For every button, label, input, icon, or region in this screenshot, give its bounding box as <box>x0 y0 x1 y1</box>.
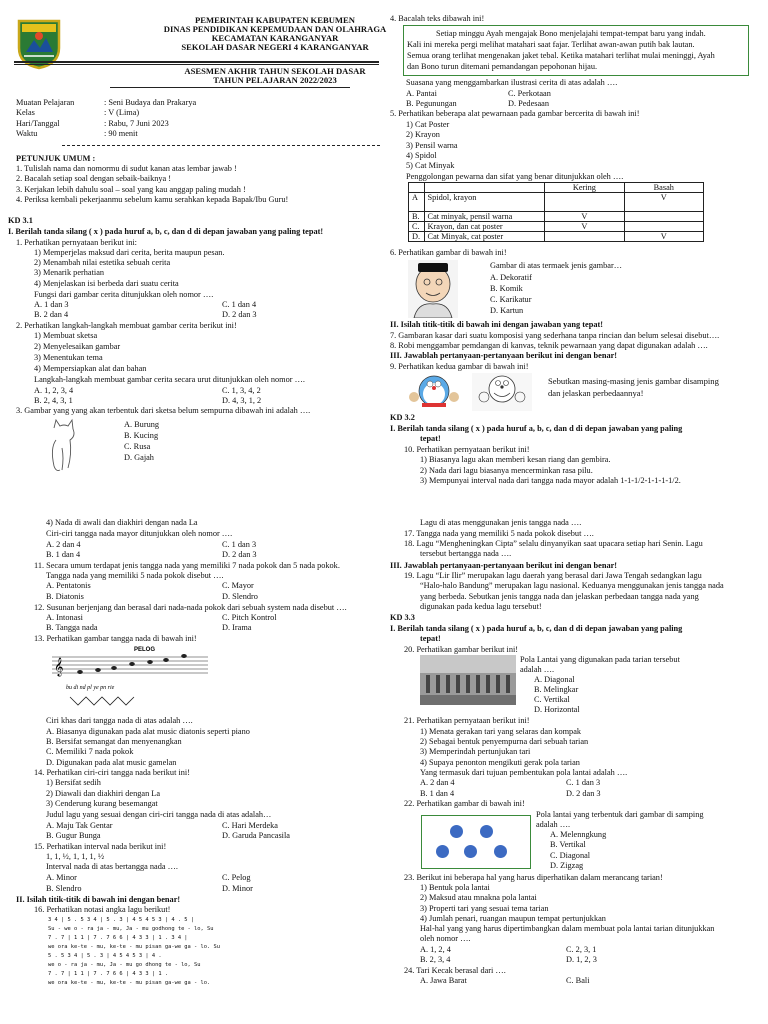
q4-option-d: D. Pedesaan <box>508 99 550 108</box>
q21-item: 2) Sebagai bentuk penyempurna dari sebuah tarian <box>420 737 589 746</box>
q6-option-c: C. Karikatur <box>490 295 532 304</box>
doraemon-image-2 <box>472 373 532 411</box>
section-2-heading-left: II. Isilah titik-titik di bawah ini dengan benar! <box>16 895 181 904</box>
table-cell: V <box>624 232 703 242</box>
exam-year: TAHUN PELAJARAN 2022/2023 <box>213 75 337 85</box>
q19: yang berbeda. Sebutkan jenis tangga nada dan jelaskan perbedaan tangga nada yang <box>420 592 699 601</box>
notation-line: 7 . 7 | 1 1 | 7 . 7 6 6 | 4 3 3 | 1 . 3 4 | <box>48 935 188 941</box>
table-row <box>409 193 704 212</box>
q12-option-c: C. Pitch Kontrol <box>222 613 277 622</box>
q11-option-b: B. Diatonis <box>46 592 84 601</box>
dancer-dot <box>494 845 507 858</box>
q10-item: 2) Nada dari lagu biasanya mencerminkan rasa pilu. <box>420 466 593 475</box>
q18: tersebut bertangga nada …. <box>420 549 512 558</box>
q17: 17. Tangga nada yang memiliki 5 nada pokok disebut …. <box>404 529 594 538</box>
q22-question: adalah …. <box>536 820 571 829</box>
table-cell <box>545 193 624 212</box>
section-1-instruction: I. Berilah tanda silang ( x ) pada huruf a, b, c, dan d di depan jawaban yang paling tepat! <box>8 227 324 236</box>
q1-option-d: D. 2 dan 3 <box>222 310 257 319</box>
q24: 24. Tari Kecak berasal dari …. <box>404 966 506 975</box>
q23-option-c: C. 2, 3, 1 <box>566 945 597 954</box>
kd-3-2-heading: KD 3.2 <box>390 413 415 422</box>
dancer-dot <box>450 825 463 838</box>
q4-text-line: dan Bono turun ditemani pemandangan pepohonan hijau. <box>407 62 598 71</box>
q11-option-a: A. Pentatonis <box>46 581 91 590</box>
dancer-dot <box>480 825 493 838</box>
table-row <box>409 212 704 222</box>
q1-option-a: A. 1 dan 3 <box>34 300 69 309</box>
table-header-kering: Kering <box>545 183 624 193</box>
q13-question: Ciri khas dari tangga nada di atas adalah …. <box>46 716 193 725</box>
q20-title: 20. Perhatikan gambar berikut ini! <box>404 645 519 654</box>
q20-question: Pola Lantai yang digunakan pada tarian tersebut <box>520 655 680 664</box>
q1-option-c: C. 1 dan 4 <box>222 300 257 309</box>
q13-title: 13. Perhatikan gambar tangga nada di bawah ini! <box>34 634 197 643</box>
q10-title: 10. Perhatikan pernyataan berikut ini! <box>404 445 530 454</box>
q22-option-d: D. Zigzag <box>550 861 584 870</box>
table-cell <box>409 183 425 193</box>
q1-item: 2) Menambah nilai estetika sebuah cerita <box>34 258 171 267</box>
q6-question: Gambar di atas termaek jenis gambar… <box>490 261 623 270</box>
q12-option-d: D. Irama <box>222 623 252 632</box>
q20-option-c: C. Vertikal <box>534 695 570 704</box>
q12-option-b: B. Tangga nada <box>46 623 98 632</box>
dancer-dot <box>464 845 477 858</box>
q10-item: 1) Biasanya lagu akan memberi kesan riang dan gembira. <box>420 455 611 464</box>
song-notation <box>48 916 278 992</box>
section-2-heading-right: II. Isilah titik-titik di bawah ini dengan jawaban yang tepat! <box>390 320 604 329</box>
q21-option-c: C. 1 dan 3 <box>566 778 601 787</box>
table-header-basah: Basah <box>624 183 703 193</box>
table-row <box>409 183 704 193</box>
table-cell <box>624 212 703 222</box>
q4-text-line: Setiap minggu Ayah mengajak Bono menjelajahi tempat-tempat baru yang indah. <box>436 29 706 38</box>
table-cell: C. <box>409 222 425 232</box>
q4-text-box <box>403 25 749 76</box>
q9-question: dan jelaskan perbedaannya! <box>548 388 644 398</box>
table-row <box>409 232 704 242</box>
dancer-dot <box>436 845 449 858</box>
table-cell: V <box>545 222 624 232</box>
section-3b-heading: III. Jawablah pertanyaan-pertanyaan berikut ini dengan benar! <box>390 561 618 570</box>
q15-option-a: A. Minor <box>46 873 77 882</box>
kd-3-2-instruction: tepat! <box>420 434 441 443</box>
q23-question: oleh nomor …. <box>420 934 471 943</box>
q21-option-d: D. 2 dan 3 <box>566 789 601 798</box>
kd-3-3-instruction: I. Berilah tanda silang ( x ) pada huruf a, b, c, dan d di depan jawaban yang paling <box>390 624 683 633</box>
q4-option-a: A. Pantai <box>406 89 437 98</box>
header-rule-thin <box>14 64 379 65</box>
q15-option-c: C. Pelog <box>222 873 251 882</box>
q23-option-a: A. 1, 2, 4 <box>420 945 451 954</box>
q14-option-a: A. Maju Tak Gentar <box>46 821 113 830</box>
exam-title: ASESMEN AKHIR TAHUN SEKOLAH DASAR <box>184 66 366 76</box>
info-label-class: Kelas <box>16 108 35 117</box>
info-label-subject: Muatan Pelajaran <box>16 98 75 107</box>
table-cell <box>424 183 545 193</box>
q6-option-b: B. Komik <box>490 284 523 293</box>
q13-option-b: B. Bersifat semangat dan menyenangkan <box>46 737 182 746</box>
q15-option-b: B. Slendro <box>46 884 82 893</box>
q21-option-b: B. 1 dan 4 <box>420 789 455 798</box>
q15-question: Interval nada di atas bertangga nada …. <box>46 862 179 871</box>
q14-item: 1) Bersifat sedih <box>46 778 101 787</box>
kd-3-2-instruction: I. Berilah tanda silang ( x ) pada huruf a, b, c, dan d di depan jawaban yang paling <box>390 424 683 433</box>
table-cell <box>624 222 703 232</box>
q6-title: 6. Perhatikan gambar di bawah ini! <box>390 248 507 257</box>
q20-option-b: B. Melingkar <box>534 685 579 694</box>
header-rule-thick <box>14 61 379 63</box>
table-cell: A <box>409 193 425 212</box>
info-value-time: : 90 menit <box>104 129 138 138</box>
notation-lyric: we ora ke-te - mu, ke-te - mu pisan ga-we ga - lo. Su <box>48 944 221 950</box>
q7: 7. Gambaran kasar dari suatu komposisi yang sederhana tanpa rincian dan belum selesai disebut…. <box>390 331 720 340</box>
q1-item: 4) Menjelaskan isi berbeda dari suatu cerita <box>34 279 179 288</box>
q12-option-a: A. Intonasi <box>46 613 83 622</box>
caricature-image <box>408 260 458 318</box>
q4-title: 4. Bacalah teks dibawah ini! <box>390 14 485 23</box>
q19: 19. Lagu “Lir Ilir” merupakan lagu daerah yang berasal dari Jawa Tengah sedangkan lagu <box>404 571 702 580</box>
q12-title: 12. Susunan berjenjang dan berasal dari nada-nada pokok dari sebuah system nada disebut …. <box>34 603 347 612</box>
q23-question: Hal-hal yang yang harus dipertimbangkan dalam membuat pola lantai tarian ditunjukkan <box>420 924 715 933</box>
q2-option-b: B. 2, 4, 3, 1 <box>34 396 73 405</box>
q15-option-d: D. Minor <box>222 884 253 893</box>
info-value-date: : Rabu, 7 Juni 2023 <box>104 119 169 128</box>
q24-option-a: A. Jawa Barat <box>420 976 467 985</box>
info-value-class: : V (Lima) <box>104 108 140 117</box>
q20-question: adalah …. <box>520 665 555 674</box>
table-cell: Spidol, krayon <box>424 193 545 212</box>
q5-item: 1) Cat Poster <box>406 120 450 129</box>
q9-title: 9. Perhatikan kedua gambar di bawah ini! <box>390 362 529 371</box>
info-label-date: Hari/Tanggal <box>16 119 60 128</box>
q10-option-a: A. 2 dan 4 <box>46 540 81 549</box>
q23-item: 1) Bentuk pola lantai <box>420 883 490 892</box>
table-cell: B. <box>409 212 425 222</box>
q23-item: 4) Jumlah penari, ruangan maupun tempat pertunjukkan <box>420 914 606 923</box>
q2-question: Langkah-langkah membuat gambar cerita secara urut ditunjukkan oleh nomor …. <box>34 375 305 384</box>
section-3-heading-right: III. Jawablah pertanyaan-pertanyaan berikut ini dengan benar! <box>390 351 618 360</box>
q8: 8. Robi menggambar pemdangan di kanvas, teknik pewarnaan yang dapat digunakan adalah …. <box>390 341 708 350</box>
svg-text:bu di nd pl ye pn rie: bu di nd pl ye pn rie <box>66 685 115 691</box>
table-cell: V <box>624 193 703 212</box>
q21-option-a: A. 2 dan 4 <box>420 778 455 787</box>
table-cell: Cat Minyak, cat poster <box>424 232 545 242</box>
q13-option-c: C. Memiliki 7 nada pokok <box>46 747 134 756</box>
q5-item: 4) Spidol <box>406 151 437 160</box>
q21-title: 21. Perhatikan pernyataan berikut ini! <box>404 716 530 725</box>
q10-option-c: C. 1 dan 3 <box>222 540 257 549</box>
notation-line: 3 4 | 5 . 5 3 4 | 5 . 3 | 4 5 4 5 3 | 4 . 5 | <box>48 917 195 923</box>
q22-question: Pola lantai yang terbentuk dari gambar di samping <box>536 810 704 819</box>
q23-item: 3) Properti tari yang sesuai tema tarian <box>420 904 549 913</box>
q5-table <box>408 182 704 242</box>
q10-option-d: D. 2 dan 3 <box>222 550 257 559</box>
q4-option-c: C. Perkotaan <box>508 89 551 98</box>
q11-option-c: C. Mayor <box>222 581 254 590</box>
q20-option-d: D. Horizontal <box>534 705 580 714</box>
kd-3-3-heading: KD 3.3 <box>390 613 415 622</box>
notation-lyric: Su - we o - ra ja - mu, Ja - mu godhong te - lo, Su <box>48 926 214 932</box>
info-dashed-rule <box>62 145 380 146</box>
table-cell: V <box>545 212 624 222</box>
kd-3-1-heading: KD 3.1 <box>8 216 33 225</box>
q2-option-d: D. 4, 3, 1, 2 <box>222 396 262 405</box>
instructions-title: PETUNJUK UMUM : <box>16 154 96 163</box>
q22-title: 22. Perhatikan gambar di bawah ini! <box>404 799 525 808</box>
q1-item: 1) Memperjelas maksud dari cerita, berita maupun pesan. <box>34 248 225 257</box>
q11-option-d: D. Slendro <box>222 592 258 601</box>
notation-lyric: we o - ra ja - mu, Ja - mu go dhong te - lo, Su <box>48 962 201 968</box>
q2-item: 4) Mempersiapkan alat dan bahan <box>34 364 147 373</box>
q5-item: 5) Cat Minyak <box>406 161 455 170</box>
q2-option-a: A. 1, 2, 3, 4 <box>34 386 74 395</box>
floor-pattern-box <box>421 815 531 869</box>
q23-title: 23. Berikut ini beberapa hal yang harus diperhatikan dalam merancang tarian! <box>404 873 663 882</box>
q11-title: 11. Secara umum terdapat jenis tangga nada yang memiliki 7 nada pokok dan 5 nada pokok. <box>34 561 340 570</box>
q21-item: 4) Supaya penonton mengikuti gerak pola tarian <box>420 758 580 767</box>
instruction-item: 3. Kerjakan lebih dahulu soal – soal yang kau anggap paling mudah ! <box>16 185 246 194</box>
q14-title: 14. Perhatikan ciri-ciri tangga nada berikut ini! <box>34 768 190 777</box>
q22-option-a: A. Melenngkung <box>550 830 607 839</box>
kd-3-3-instruction: tepat! <box>420 634 441 643</box>
notation-lyric: we ora ke-te - mu, ke-te - mu pisan ga-we ga - lo. <box>48 980 211 986</box>
q1-item: 3) Menarik perhatian <box>34 268 105 277</box>
q10-option-b: B. 1 dan 4 <box>46 550 81 559</box>
q5-item: 3) Pensil warna <box>406 141 458 150</box>
q19: “Halo-halo Bandung” merupakan lagu nasional. Keduanya menggunakan jenis tangga nada <box>420 581 724 590</box>
table-cell: Krayon, dan cat poster <box>424 222 545 232</box>
q6-option-d: D. Kartun <box>490 306 524 315</box>
q19: digunakan pada kedua lagu tersebut! <box>420 602 542 611</box>
pelog-scale-image <box>50 643 210 711</box>
q14-item: 2) Diawali dan diakhiri dengan La <box>46 789 161 798</box>
q14-item: 3) Cenderung kurang besemangat <box>46 799 158 808</box>
q22-option-c: C. Diagonal <box>550 851 591 860</box>
cat-sketch-image <box>46 418 80 474</box>
q5-question: Penggolongan pewarna dan sifat yang benar ditunjukkan oleh …. <box>406 172 624 181</box>
q21-item: 3) Memperindah pertunjukan tari <box>420 747 531 756</box>
info-value-subject: : Seni Budaya dan Prakarya <box>104 98 197 107</box>
instruction-item: 4. Periksa kembali pekerjaanmu sebelum kamu serahkan kepada Bapak/Ibu Guru! <box>16 195 289 204</box>
dance-photo <box>420 655 516 705</box>
table-cell: D. <box>409 232 425 242</box>
q4-option-b: B. Pegunungan <box>406 99 457 108</box>
q2-title: 2. Perhatikan langkah-langkah membuat gambar cerita berikut ini! <box>16 321 237 330</box>
q15-title: 15. Perhatikan interval nada berikut ini! <box>34 842 167 851</box>
q14-option-c: C. Hari Merdeka <box>222 821 278 830</box>
q23-item: 2) Maksud atau mnakna pola lantai <box>420 893 537 902</box>
q3-option-c: C. Rusa <box>124 442 151 451</box>
q10-item: 3) Mempunyai interval nada dari tangga nada mayor adalah 1-1-1/2-1-1-1-1/2. <box>420 476 681 485</box>
notation-line: 7 . 7 | 1 1 | 7 . 7 6 6 | 4 3 3 | 1 . <box>48 971 169 977</box>
q9-question: Sebutkan masing-masing jenis gambar disamping <box>548 376 719 386</box>
q3-title: 3. Gambar yang yang akan terbentuk dari sketsa belum sempurna dibawah ini adalah …. <box>16 406 311 415</box>
header-line-3: KECAMATAN KARANGANYAR <box>211 33 339 43</box>
q3-option-a: A. Burung <box>124 420 160 429</box>
q2-item: 3) Menentukan tema <box>34 353 103 362</box>
q2-item: 1) Membuat sketsa <box>34 331 98 340</box>
q5-title: 5. Perhatikan beberapa alat pewarnaan pada gambar bercerita di bawah ini! <box>390 109 640 118</box>
q5-item: 2) Krayon <box>406 130 440 139</box>
q23-option-b: B. 2, 3, 4 <box>420 955 451 964</box>
q1-title: 1. Perhatikan pernyataan berikut ini: <box>16 238 137 247</box>
q22-option-b: B. Vertikal <box>550 840 586 849</box>
q4-text-line: Semua orang terlihat mengenakan jaket tebal. Ketika matahari terlihat mulai meninggi, Ayah <box>407 51 715 60</box>
q1-question: Fungsi dari gambar cerita ditunjukkan oleh nomor …. <box>34 290 214 299</box>
q3-option-d: D. Gajah <box>124 453 154 462</box>
q23-option-d: D. 1, 2, 3 <box>566 955 597 964</box>
q14-option-b: B. Gugur Bunga <box>46 831 101 840</box>
q2-item: 2) Menyelesaikan gambar <box>34 342 121 351</box>
q1-option-b: B. 2 dan 4 <box>34 310 69 319</box>
q14-question: Judul lagu yang sesuai dengan ciri-ciri tangga nada di atas adalah… <box>46 810 272 819</box>
q11-question: Tangga nada yang memiliki 5 nada pokok disebut …. <box>46 571 224 580</box>
q13-option-d: D. Digunakan pada alat music gamelan <box>46 758 177 767</box>
instruction-item: 2. Bacalah setiap soal dengan sebaik-baiknya ! <box>16 174 172 183</box>
q10-item-4: 4) Nada di awali dan diakhiri dengan nada La <box>46 518 198 527</box>
q20-option-a: A. Diagonal <box>534 675 575 684</box>
notation-line: 5 . 5 3 4 | 5 . 3 | 4 5 4 5 3 | 4 . <box>48 953 162 959</box>
q4-question: Suasana yang menggambarkan ilustrasi cerita di atas adalah …. <box>406 78 618 87</box>
pelog-label: PELOG <box>134 647 156 653</box>
svg-text:𝄞: 𝄞 <box>54 657 64 676</box>
q18: 18. Lagu “Mengheningkan Cipta” selalu dinyanyikan saat upacara setiap hari Senin. Lagu <box>404 539 703 548</box>
title-underline <box>110 87 350 88</box>
q16-title: 16. Perhatikan notasi angka lagu berikut! <box>34 905 171 914</box>
q13-option-a: A. Biasanya digunakan pada alat music diatonis seperti piano <box>46 727 250 736</box>
q15-intervals: 1, 1, ½, 1, 1, 1, ½ <box>46 852 105 861</box>
header-line-4: SEKOLAH DASAR NEGERI 4 KARANGANYAR <box>181 42 369 52</box>
table-row <box>409 222 704 232</box>
table-cell: Cat minyak, pensil warna <box>424 212 545 222</box>
q16-question: Lagu di atas menggunakan jenis tangga nada …. <box>420 518 582 527</box>
q2-option-c: C. 1, 3, 4, 2 <box>222 386 261 395</box>
info-label-time: Waktu <box>16 129 38 138</box>
q21-question: Yang termasuk dari tujuan pembentukan pola lantai adalah …. <box>420 768 628 777</box>
q14-option-d: D. Garuda Pancasila <box>222 831 290 840</box>
header-line-1: PEMERINTAH KABUPATEN KEBUMEN <box>195 15 355 25</box>
table-cell <box>545 232 624 242</box>
header-line-2: DINAS PENDIDIKAN KEPEMUDAAN DAN OLAHRAGA <box>163 24 387 34</box>
q3-option-b: B. Kucing <box>124 431 159 440</box>
q6-option-a: A. Dekoratif <box>490 273 532 282</box>
q21-item: 1) Menata gerakan tari yang selaras dan kompak <box>420 727 582 736</box>
instruction-item: 1. Tulislah nama dan nomormu di sudut kanan atas lembar jawab ! <box>16 164 237 173</box>
q4-text-line: Kali ini mereka pergi melihat matahari saat fajar. Terlihat awan-awan putih bak lautan. <box>407 40 695 49</box>
doraemon-image-1 <box>404 373 464 411</box>
q24-option-c: C. Bali <box>566 976 590 985</box>
q10-question: Ciri-ciri tangga nada mayor ditunjukkan oleh nomor …. <box>46 529 233 538</box>
